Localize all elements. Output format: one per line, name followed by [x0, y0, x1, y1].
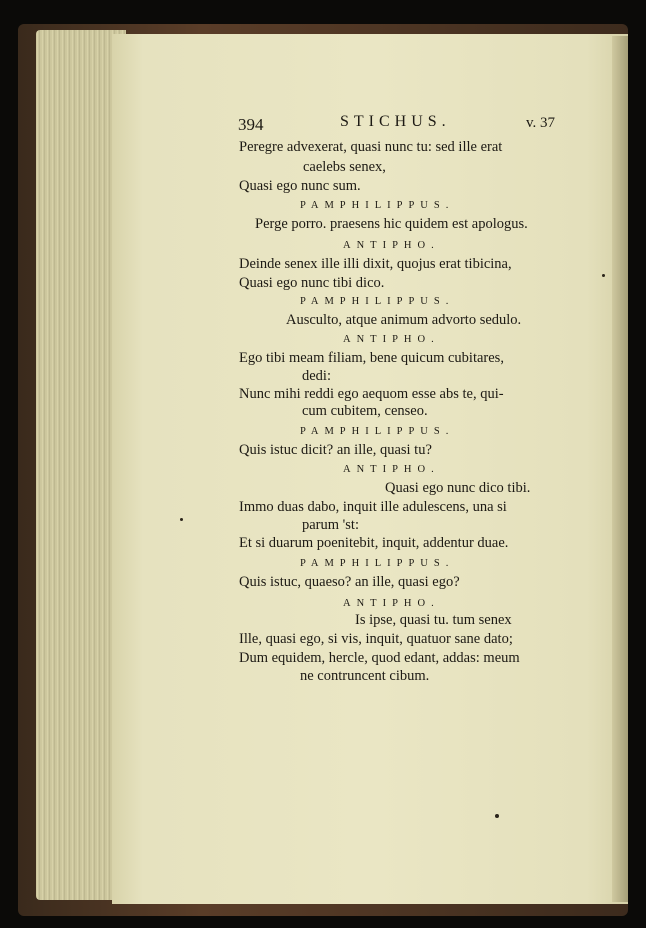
- verse-line: Is ipse, quasi tu. tum senex: [355, 612, 512, 628]
- speaker-name: PAMPHILIPPUS.: [300, 426, 455, 437]
- page-number: 394: [238, 115, 264, 134]
- verse-line: Ausculto, atque animum advorto sedulo.: [286, 312, 522, 328]
- verse-line: Ego tibi meam filiam, bene quicum cubitares,: [239, 350, 504, 366]
- ink-spot: [602, 274, 605, 277]
- verse-line: Perge porro. praesens hic quidem est apologus.: [255, 216, 528, 232]
- verse-line: Quis istuc, quaeso? an ille, quasi ego?: [239, 574, 460, 590]
- speaker-name: ANTIPHO.: [343, 598, 440, 609]
- verse-line: parum 'st:: [302, 517, 359, 533]
- verse-line: Et si duarum poenitebit, inquit, addentur duae.: [239, 535, 509, 551]
- verse-line: Immo duas dabo, inquit ille adulescens, una si: [239, 499, 507, 515]
- verse-line: Quasi ego nunc sum.: [239, 178, 361, 194]
- verse-line: Ille, quasi ego, si vis, inquit, quatuor sane dato;: [239, 631, 513, 647]
- speaker-name: ANTIPHO.: [343, 240, 440, 251]
- verse-line: Peregre advexerat, quasi nunc tu: sed ille erat: [239, 139, 503, 155]
- speaker-name: PAMPHILIPPUS.: [300, 296, 455, 307]
- verse-line: Nunc mihi reddi ego aequom esse abs te, qui-: [239, 386, 504, 402]
- verse-line: Quis istuc dicit? an ille, quasi tu?: [239, 442, 432, 458]
- speaker-name: ANTIPHO.: [343, 334, 440, 345]
- speaker-name: PAMPHILIPPUS.: [300, 200, 455, 211]
- verse-line: caelebs senex,: [303, 159, 386, 175]
- verse-line: ne contruncent cibum.: [300, 668, 430, 684]
- verse-line: Dum equidem, hercle, quod edant, addas: meum: [239, 650, 520, 666]
- running-title: STICHUS.: [340, 113, 451, 130]
- verse-line: Quasi ego nunc tibi dico.: [239, 275, 385, 291]
- verse-line: dedi:: [302, 368, 331, 384]
- verse-line: Quasi ego nunc dico tibi.: [385, 480, 531, 496]
- verse-line: cum cubitem, censeo.: [302, 403, 428, 419]
- ink-spot: [495, 814, 499, 818]
- verse-reference: v. 37: [526, 115, 556, 131]
- speaker-name: ANTIPHO.: [343, 464, 440, 475]
- ink-spot: [180, 518, 183, 521]
- verse-line: Deinde senex ille illi dixit, quojus erat tibicina,: [239, 256, 512, 272]
- speaker-name: PAMPHILIPPUS.: [300, 558, 455, 569]
